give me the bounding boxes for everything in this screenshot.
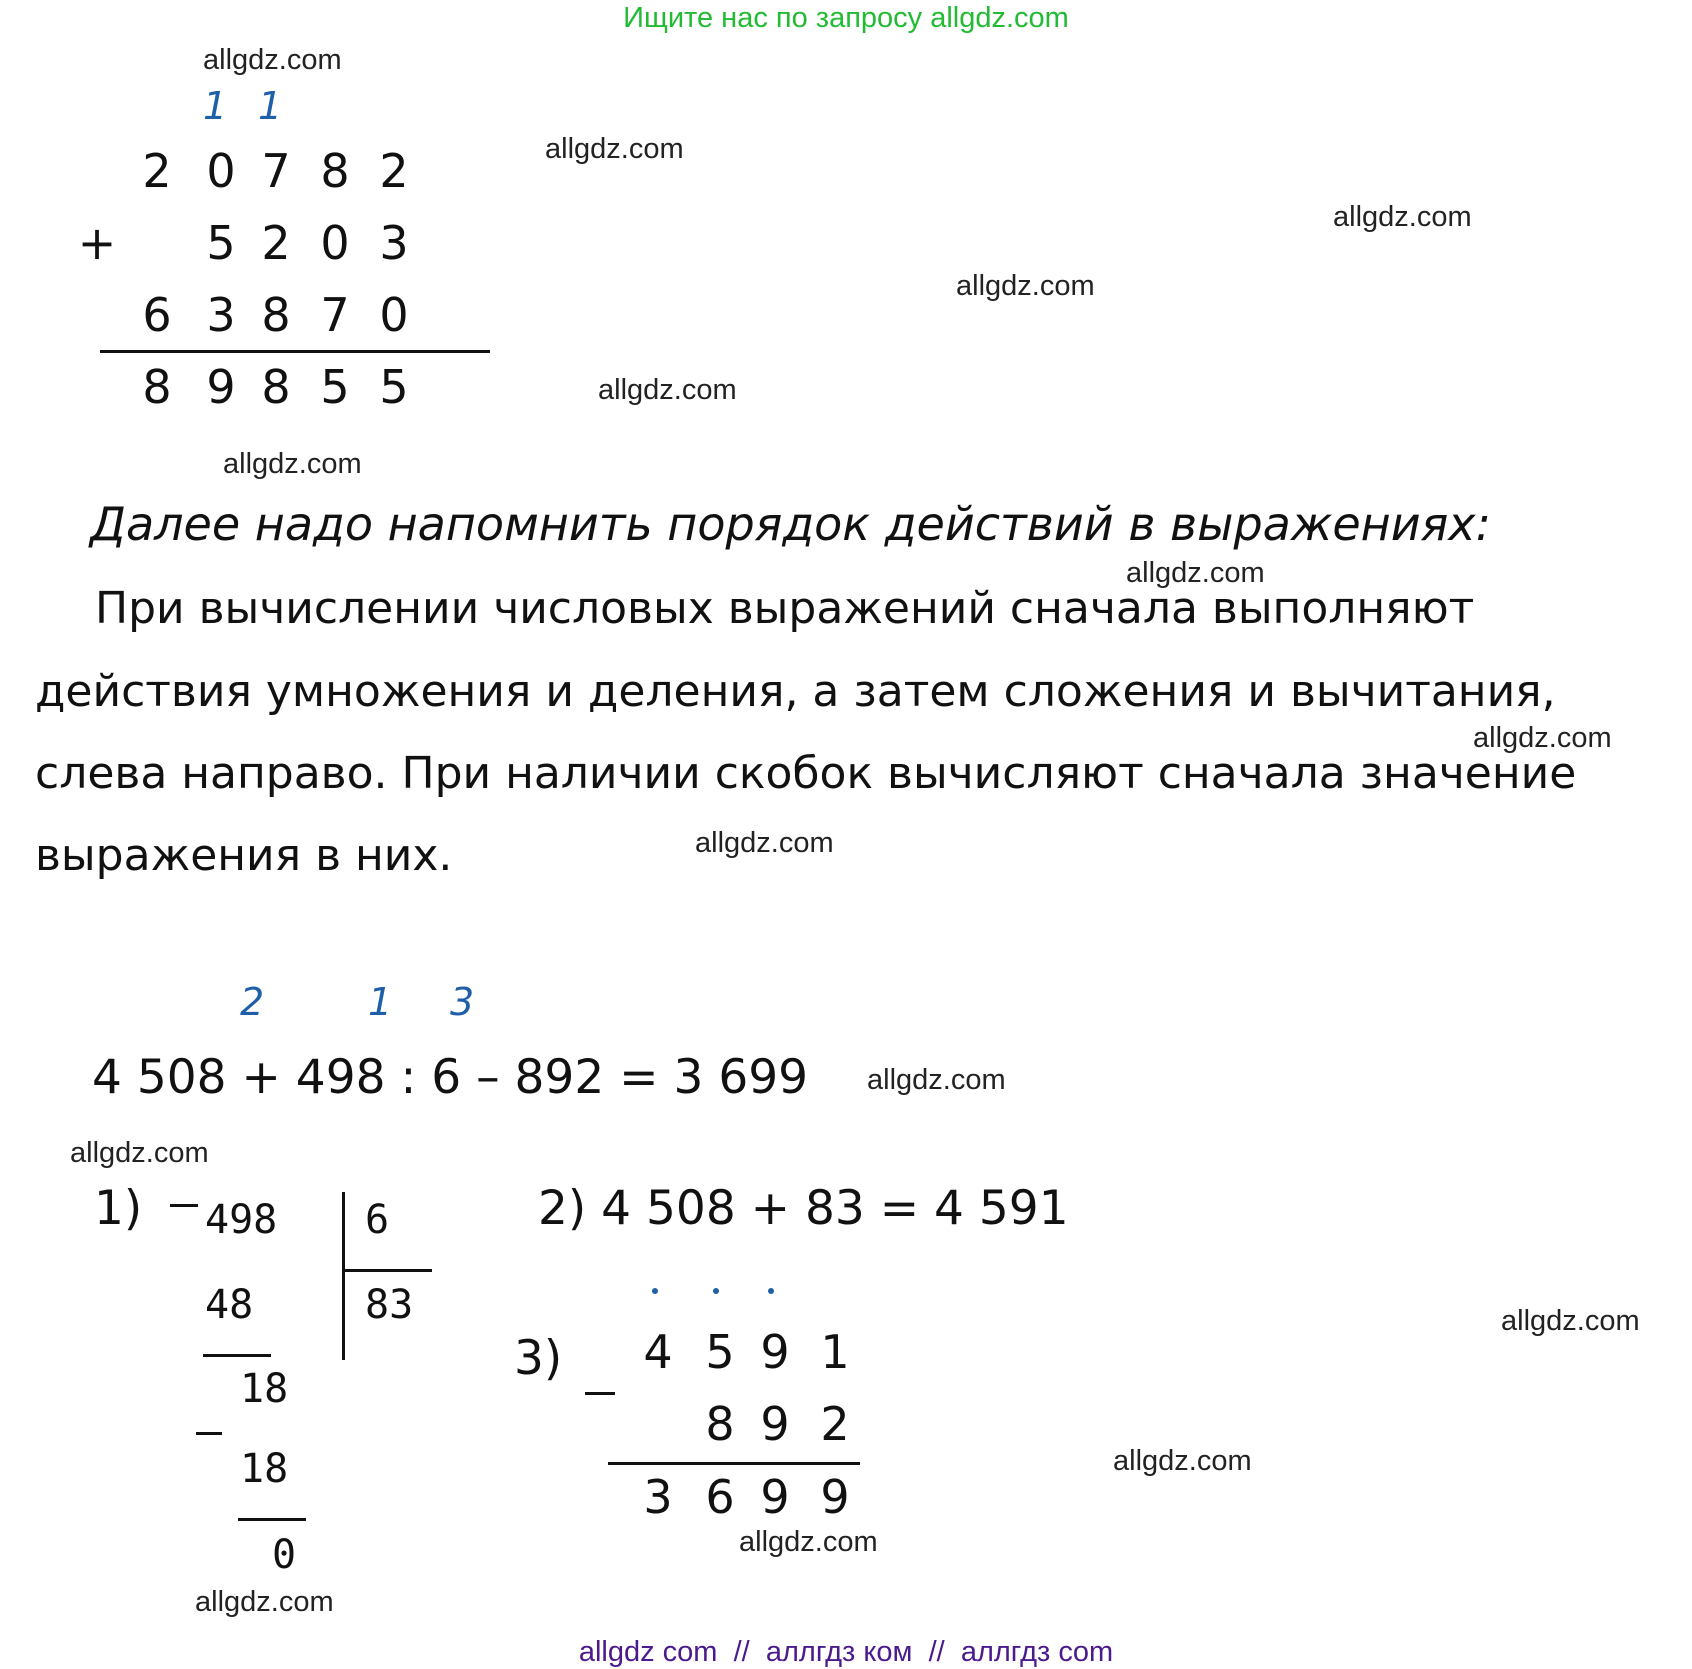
addend3-digit: 7 [320, 288, 350, 342]
division-bar-vertical [342, 1192, 345, 1360]
plus-sign: + [77, 216, 117, 270]
sum-line [100, 350, 490, 353]
footer-links[interactable] [0, 1636, 1692, 1669]
addend3-digit: 0 [379, 288, 409, 342]
watermark: allgdz.com [1501, 1305, 1640, 1337]
division-bar-horizontal [342, 1269, 432, 1272]
subtrahend-2: 18 [240, 1446, 289, 1492]
sum-digit: 5 [320, 360, 350, 414]
addend1-digit: 0 [206, 144, 236, 198]
sum-digit: 5 [379, 360, 409, 414]
difference-digit: 6 [705, 1470, 735, 1524]
minus-sign [196, 1432, 222, 1435]
addend2-digit: 0 [320, 216, 350, 270]
addend3-digit: 3 [206, 288, 236, 342]
minuend-digit: 4 [643, 1325, 673, 1379]
borrow-dot [768, 1288, 774, 1294]
addend1-digit: 8 [320, 144, 350, 198]
paragraph-line: слева направо. При наличии скобок вычисляют сначала значение [35, 748, 1577, 799]
footer-separator: // [928, 1636, 945, 1668]
sum-digit: 8 [261, 360, 291, 414]
addend3-digit: 6 [142, 288, 172, 342]
addend2-digit: 5 [206, 216, 236, 270]
watermark: allgdz.com [1333, 201, 1472, 233]
watermark: allgdz.com [867, 1064, 1006, 1096]
watermark: allgdz.com [1113, 1445, 1252, 1477]
difference-line [608, 1462, 860, 1465]
difference-digit: 9 [760, 1470, 790, 1524]
remainder-2: 0 [272, 1532, 297, 1578]
divisor: 6 [365, 1197, 390, 1243]
addend2-digit: 2 [261, 216, 291, 270]
minus-sign [170, 1204, 198, 1207]
sum-digit: 8 [142, 360, 172, 414]
sum-digit: 9 [206, 360, 236, 414]
paragraph-line: выражения в них. [35, 830, 453, 881]
subtract-line-1 [203, 1354, 271, 1357]
main-expression: 4 508 + 498 : 6 – 892 = 3 699 [92, 1050, 809, 1105]
step3-label: 3) [514, 1331, 563, 1386]
watermark: allgdz.com [545, 133, 684, 165]
addend1-digit: 2 [379, 144, 409, 198]
watermark: allgdz.com [195, 1586, 334, 1618]
addend1-digit: 2 [142, 144, 172, 198]
watermark: allgdz.com [1473, 722, 1612, 754]
subtrahend-digit: 8 [705, 1397, 735, 1451]
step2-expression: 2) 4 508 + 83 = 4 591 [538, 1181, 1069, 1236]
footer-link[interactable]: аллгдз ком [765, 1636, 913, 1668]
minuend-digit: 1 [820, 1325, 850, 1379]
subtrahend-digit: 2 [820, 1397, 850, 1451]
step1-label: 1) [94, 1181, 143, 1236]
subtrahend-1: 48 [205, 1282, 254, 1328]
addend3-digit: 8 [261, 288, 291, 342]
paragraph-line: действия умножения и деления, а затем сложения и вычитания, [35, 666, 1556, 717]
quotient: 83 [365, 1282, 414, 1328]
order-mark: 3 [450, 980, 475, 1024]
minus-sign [585, 1392, 615, 1395]
minuend-digit: 5 [705, 1325, 735, 1379]
watermark: allgdz.com [695, 827, 834, 859]
top-banner[interactable]: Ищите нас по запросу allgdz.com [623, 2, 1069, 34]
order-mark: 2 [240, 980, 265, 1024]
watermark: allgdz.com [70, 1137, 209, 1169]
carry-digit: 1 [258, 84, 283, 128]
watermark: allgdz.com [223, 448, 362, 480]
order-mark: 1 [368, 980, 393, 1024]
watermark: allgdz.com [598, 374, 737, 406]
addend2-digit: 3 [379, 216, 409, 270]
footer-separator: // [733, 1636, 750, 1668]
minuend-digit: 9 [760, 1325, 790, 1379]
footer-link[interactable]: allgdz com [578, 1636, 718, 1668]
watermark: allgdz.com [739, 1526, 878, 1558]
watermark: allgdz.com [203, 44, 342, 76]
addend1-digit: 7 [261, 144, 291, 198]
subtrahend-digit: 9 [760, 1397, 790, 1451]
borrow-dot [652, 1288, 658, 1294]
dividend: 498 [205, 1197, 278, 1243]
paragraph-line: При вычислении числовых выражений сначала выполняют [95, 583, 1475, 634]
borrow-dot [713, 1288, 719, 1294]
footer-link[interactable]: аллгдз com [960, 1636, 1114, 1668]
remainder-1: 18 [240, 1366, 289, 1412]
carry-digit: 1 [203, 84, 228, 128]
watermark: allgdz.com [1126, 557, 1265, 589]
difference-digit: 3 [643, 1470, 673, 1524]
subtract-line-2 [238, 1518, 306, 1521]
watermark: allgdz.com [956, 270, 1095, 302]
difference-digit: 9 [820, 1470, 850, 1524]
rule-heading: Далее надо напомнить порядок действий в выражениях: [90, 497, 1491, 551]
